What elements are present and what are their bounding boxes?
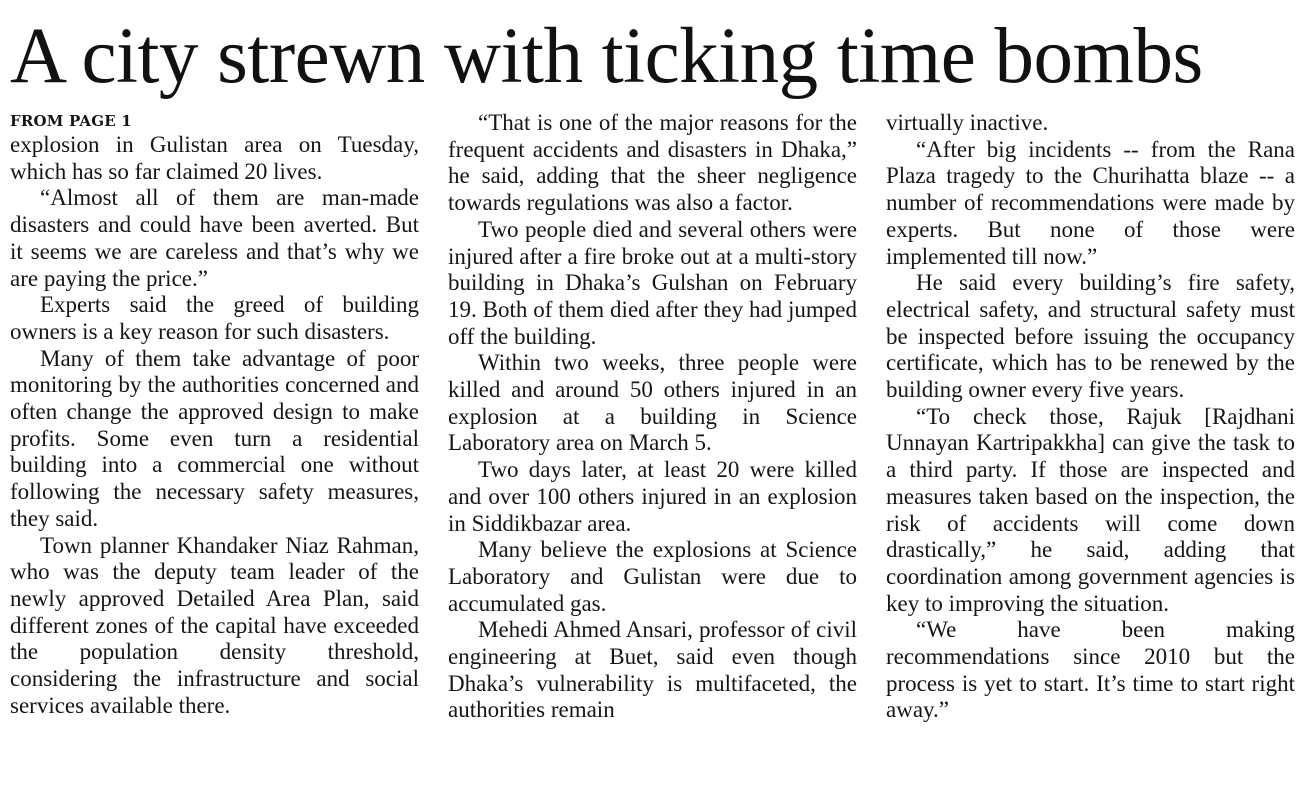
paragraph: Many believe the explosions at Science Laboratory and Gulistan were due to accumulated gas. <box>448 537 857 616</box>
article-body <box>10 110 1296 724</box>
paragraph: Many of them take advantage of poor monitoring by the authorities concerned and often change the approved design to make profits. Some even turn a residential building into a commercial one without following the necessary safety measures, they said. <box>10 345 419 531</box>
paragraph: Mehedi Ahmed Ansari, professor of civil engineering at Buet, said even though Dhaka’s vulnerability is multifaceted, the authorities remain <box>448 617 857 723</box>
paragraph: Within two weeks, three people were killed and around 50 others injured in an explosion at a building in Science Laboratory area on March 5. <box>448 350 857 456</box>
jump-kicker: FROM PAGE 1 <box>10 112 132 130</box>
paragraph: explosion in Gulistan area on Tuesday, which has so far claimed 20 lives. <box>10 132 419 184</box>
paragraph: He said every building’s fire safety, electrical safety, and structural safety must be inspected before issuing the occupancy certificate, which has to be renewed by the building owner every five years. <box>886 270 1295 403</box>
paragraph: “To check those, Rajuk [Rajdhani Unnayan Kartripakkha] can give the task to a third party. If those are inspected and measures taken based on the inspection, the risk of accidents will come down drastically,” he said, adding that coordination among government agencies is key to improving the situation. <box>886 403 1295 616</box>
paragraph: “After big incidents -- from the Rana Plaza tragedy to the Churihatta blaze -- a number of recommendations were made by experts. But none of those were implemented till now.” <box>886 136 1295 269</box>
article-headline: A city strewn with ticking time bombs <box>10 13 1203 100</box>
paragraph: “Almost all of them are man-made disasters and could have been averted. But it seems we are careless and that’s why we are paying the price.” <box>10 185 419 291</box>
paragraph: Experts said the greed of building owners is a key reason for such disasters. <box>10 292 419 344</box>
column-3 <box>886 110 1295 724</box>
paragraph: Two people died and several others were injured after a fire broke out at a multi-story building in Dhaka’s Gulshan on February 19. Both of them died after they had jumped off the building. <box>448 216 857 349</box>
paragraph: “That is one of the major reasons for the frequent accidents and disasters in Dhaka,” he said, adding that the sheer negligence towards regulations was also a factor. <box>448 110 857 216</box>
column-1 <box>10 110 419 724</box>
paragraph: “We have been making recommendations since 2010 but the process is yet to start. It’s time to start right away.” <box>886 617 1295 723</box>
paragraph: Two days later, at least 20 were killed and over 100 others injured in an explosion in Siddikbazar area. <box>448 457 857 536</box>
paragraph: virtually inactive. <box>886 110 1049 135</box>
column-2 <box>448 110 857 724</box>
paragraph: Town planner Khandaker Niaz Rahman, who was the deputy team leader of the newly approved Detailed Area Plan, said different zones of the capital have exceeded the population density threshold, considering the infrastructure and social services available there. <box>10 532 419 718</box>
